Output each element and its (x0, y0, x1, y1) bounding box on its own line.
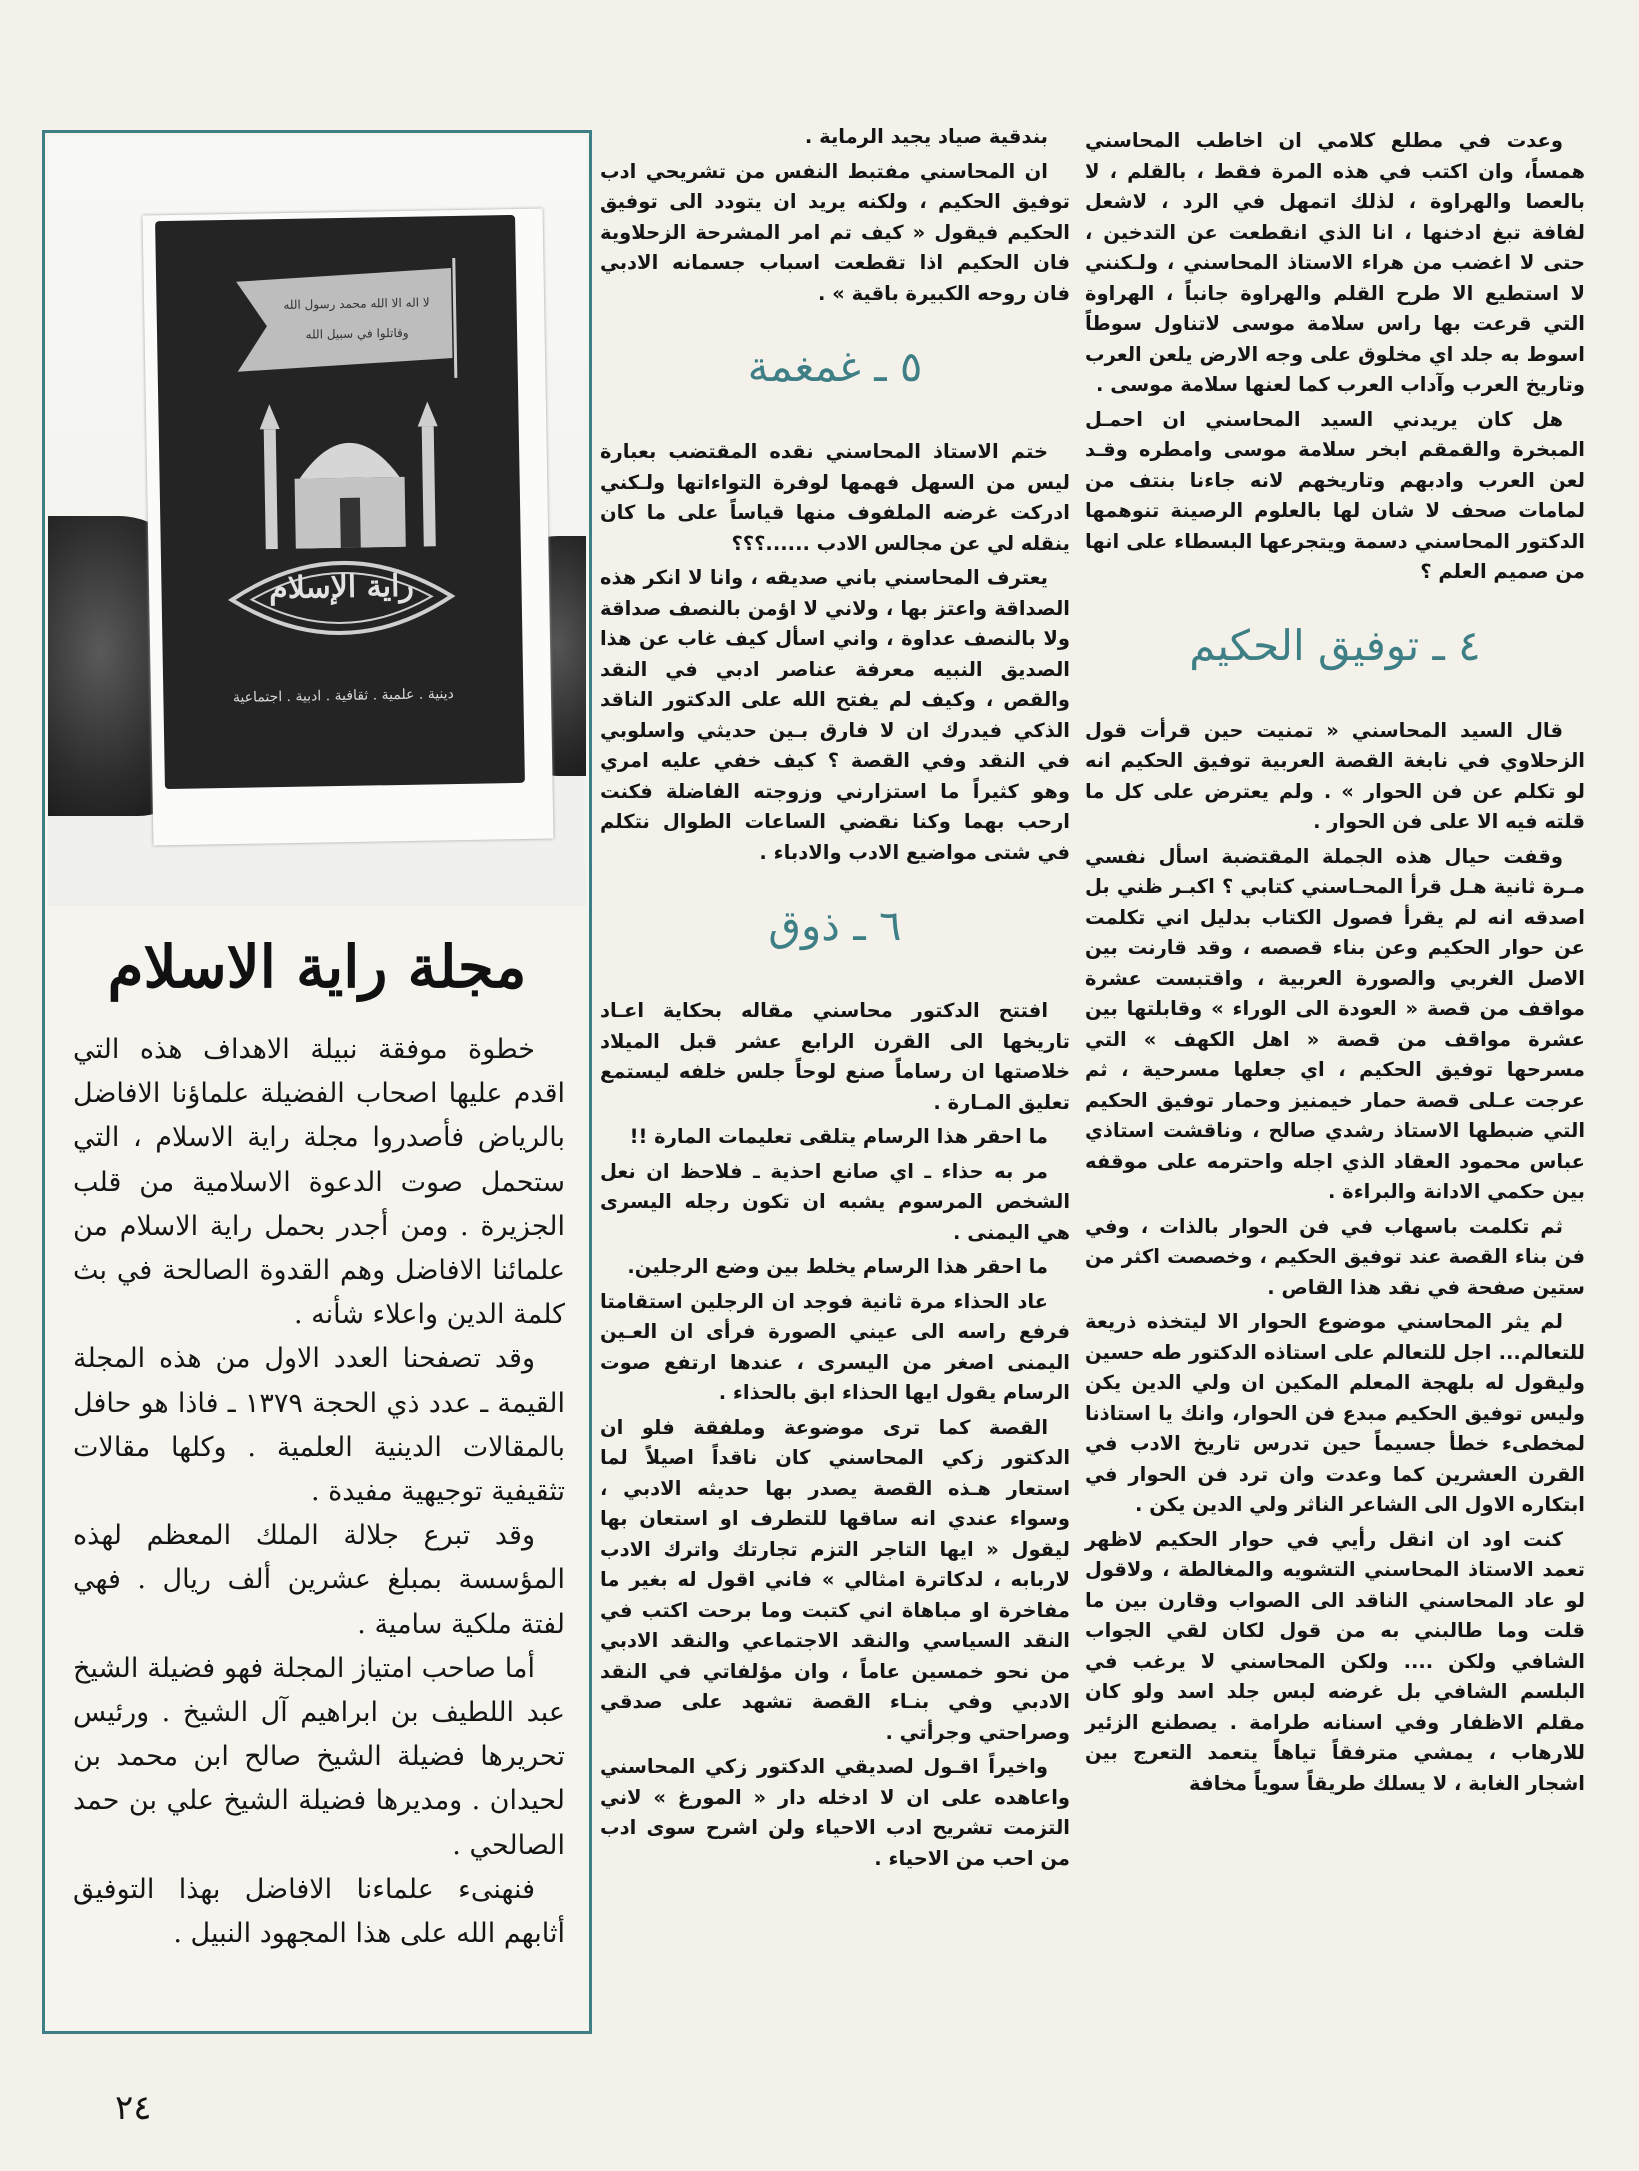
paragraph: وقد تصفحنا العدد الاول من هذه المجلة القيمة ـ عدد ذي الحجة ١٣٧٩ ـ فاذا هو حافل بالمقالات الدينية العلمية . وكلها مقالات تثقيفية توجيهية مفيدة . (73, 1343, 565, 1508)
paragraph: ما احقر هذا الرسام يتلقى تعليمات المارة !! (629, 1125, 1048, 1148)
section-heading-ghamghama: ٥ ـ غمغمة (747, 342, 923, 391)
paragraph: مر به حذاء ـ اي صانع احذية ـ فلاحظ ان نعل الشخص المرسوم يشبه ان تكون رجله اليسرى هي اليمنى . (600, 1159, 1070, 1244)
flag-banner-icon (226, 258, 468, 382)
page-number: ٢٤ (115, 2088, 152, 2128)
box-body (73, 1028, 565, 1956)
paragraph: ختم الاستاذ المحاسني نقده المقتضب بعبارة ليس من السهل فهمها لوفرة التواءاتها ولـكني ادركت غرضه الملفوف منها قياساً على ما كان ينقله لي عن مجالس الادب ......؟؟؟ (600, 440, 1070, 555)
paragraph: ثم تكلمت باسهاب في فن الحوار بالذات ، وفي فن بناء القصة عند توفيق الحكيم ، وخصصت اكثر من ستين صفحة في نقد هذا القاص . (1085, 1214, 1585, 1299)
cover-artwork (155, 215, 525, 789)
paragraph: وعدت في مطلع كلامي ان اخاطب المحاسني همساً، وان اكتب في هذه المرة فقط ، بالقلم ، لا بالعصا والهراوة ، لذلك اتمهل في الرد ، لاشعل لفافة تبغ ادخنها ، انا الذي انقطعت عن التدخين ، حتى لا اغضب من هراء الاستاذ المحاسني ، ولـكنني لا استطيع الا طرح القلم والهراوة جانباً ، الهراوة التي قرعت بها راس سلامة موسى لاتناول سوطاً اسوط به جلد اي مخلوق على وجه الارض يلعن العرب وتاريخ العرب وآداب العرب كما لعنها سلامة موسى . (1085, 129, 1585, 396)
banner-text-2: وقاتلوا في سبيل الله (305, 325, 409, 342)
article-column-middle (600, 122, 1070, 1878)
section-heading-tawfiq-al-hakim: ٤ ـ توفيق الحكيم (1189, 620, 1481, 670)
paragraph: ما احقر هذا الرسام يخلط بين وضع الرجلين. (627, 1255, 1048, 1278)
paragraph: لم يثر المحاسني موضوع الحوار الا ليتخذه ذريعة للتعالم... اجل للتعالم على استاذه الدكتور طه حسين وليقول له بلهجة المعلم المكين ان ولي الدين يكن وليس توفيق الحكيم مبدع فن الحوار، وانك يا استاذنا لمخطىء خطأ جسيماً حين تدرس تاريخ الادب في القرن العشرين كما وعدت وان ترد فن الحوار في ابتكاره الاول الى الشاعر الناثر ولي الدين يكن . (1085, 1310, 1585, 1516)
paragraph: عاد الحذاء مرة ثانية فوجد ان الرجلين استقامتا فرفع راسه الى عيني الصورة فرأى ان العـين اليمنى اصغر من اليسرى ، عندها ارتفع صوت الرسام يقول ايها الحذاء ابق بالحذاء . (600, 1289, 1070, 1404)
paragraph: وقد تبرع جلالة الملك المعظم لهذه المؤسسة بمبلغ عشرين ألف ريال . فهي لفتة ملكية سامية . (73, 1520, 565, 1640)
section-heading-dhawq: ٦ ـ ذوق (768, 901, 902, 950)
paragraph: فنهنىء علماءنا الافاضل بهذا التوفيق أثابهم الله على هذا المجهود النبيل . (73, 1873, 565, 1950)
paragraph: قال السيد المحاسني « تمنيت حين قرأت قول الزحلاوي في نابغة القصة العربية توفيق الحكيم انه لو تكلم عن فن الحوار » . ولم يعترض على كل ما قلته فيه الا على فن الحوار . (1085, 718, 1585, 833)
banner-text: لا اله الا الله محمد رسول الله (283, 295, 430, 312)
paragraph: أما صاحب امتياز المجلة فهو فضيلة الشيخ عبد اللطيف بن ابراهيم آل الشيخ . ورئيس تحريرها فضيلة الشيخ صالح ابن محمد بن لحيدان . ومديرها فضيلة الشيخ علي بن حمد الصالحي . (73, 1652, 565, 1861)
paragraph: ان المحاسني مفتبط النفس من تشريحي ادب توفيق الحكيم ، ولكنه يريد ان يتودد الى توفيق الحكيم فيقول « كيف تم امر المشرحة الزحلاوية فان الحكيم اذا تقطعت اسباب جسمانه الادبي فان روحه الكبيرة باقية » . (600, 159, 1070, 305)
paragraph: هل كان يريدني السيد المحاسني ان احمـل المبخرة والقمقم ابخر سلامة موسى وامطره وقـد لعن العرب وادبهم وتاريخهم لانه جاءنا بنتف من لمامات صحف لا شان لها بالعلوم الرصينة تنوهمها الدكتور المحاسني دسمة ويتجرعها البسطاء على انها من صميم العلم ؟ (1085, 407, 1585, 583)
cover-title: راية الإسلام (268, 568, 415, 607)
paragraph: افتتح الدكتور محاسني مقاله بحكاية اعـاد تاريخها الى القرن الرابع عشر قبل الميلاد خلاصتها ان رساماً صنع لوحاً جلس خلفه ليستمع تعليق المـارة . (600, 999, 1070, 1114)
paragraph: كنت اود ان انقل رأيي في حوار الحكيم لاظهر تعمد الاستاذ المحاسني التشويه والمغالطة ، ولاقول لو عاد المحاسني الناقد الى الصواب وقارن بين ما قلت وما طالبني به من قول لكان لقي الجواب الشافي ولكن .... ولكن المحاسني لا يرغب في البلسم الشافي بل غرضه لبس جلد اسد ولو كان مقلم الاظفار وفي اسنانه طرامة . يصطنع الزئير للارهاب ، يمشي مترفقاً تياهاً يتعمد التعرج بين اشجار الغابة ، لا يسلك طريقاً سوياً مخافة (1085, 1527, 1585, 1795)
paragraph: واخيراً اقـول لصديقي الدكتور زكي المحاسني واعاهده على ان لا ادخله دار « المورغ » لاني التزمت تشريح ادب الاحياء ولن اشرح سوى ادب من احب من الاحياء . (600, 1755, 1070, 1870)
paragraph: خطوة موفقة نبيلة الاهداف هذه التي اقدم عليها اصحاب الفضيلة علماؤنا الافاضل بالرياض فأصدروا مجلة راية الاسلام ، التي ستحمل صوت الدعوة الاسلامية من قلب الجزيرة . ومن أجدر بحمل راية الاسلام من علمائنا الافاضل وهم القدوة الصالحة في بث كلمة الدين واعلاء شأنه . (73, 1034, 565, 1331)
mosque-icon (253, 396, 446, 549)
cover-subtitle: دينية . علمية . ثقافية . ادبية . اجتماعية (232, 686, 454, 706)
box-title: مجلة راية الاسلام (107, 933, 527, 1001)
magazine-announcement-box (42, 130, 592, 2034)
paragraph: القصة كما ترى موضوعة وملفقة فلو ان الدكتور زكي المحاسني كان ناقداً اصيلاً لما استعار هـذه القصة يصدر بها حديثه الادبي ، وسواء عندي انه ساقها للتطرف او استعان بها ليقول « ايها التاجر التزم تجارتك واترك الادب لاربابه ، لدكاترة امثالي » فاني اقول له بغير ما مفاخرة او مباهاة اني كتبت وما برحت اكتب في النقد السياسي والنقد الاجتماعي والنقد الادبي من نحو خمسين عاماً ، وان مؤلفاتي في النقد الادبي وفي بنـاء القصة تشهد على صدقي وصراحتي وجرأتي . (600, 1415, 1070, 1744)
paragraph: وقفت حيال هذه الجملة المقتضبة اسأل نفسي مـرة ثانية هـل قرأ المحـاسني كتابي ؟ اكبـر ظني بل اصدقه انه لم يقرأ فصول الكتاب بدليل اني تكلمت عن حوار الحكيم وعن بناء قصصه ، وقد قارنت بين الاصل الغربي والصورة العربية ، واقتبست عشرة مواقف من قصة « العودة الى الوراء » وقابلتها بين عشرة مواقف من قصة « اهل الكهف » التي مسرحها توفيق الحكيم ، اي جعلها مسرحية ، ثم عرجت عـلى قصة حمار خيمنيز وحمار توفيق الحكيم التي ضبطها الاستاذ رشدي صالح ، وناقشت استاذي عباس محمود العقاد الذي اجله واحترمه على موقفه بين حكمي الادانة والبراءة . (1085, 844, 1585, 1203)
paragraph: بندقية صياد يجيد الرماية . (804, 125, 1048, 148)
article-column-right (1085, 126, 1585, 1803)
magazine-cover-photo (48, 136, 586, 906)
paragraph: يعترف المحاسني باني صديقه ، وانا لا انكر هذه الصداقة واعتز بها ، ولاني لا اؤمن بالنصف صداقة ولا بالنصف عداوة ، واني اسأل كيف غاب عن هذا الصديق النبيه معرفة عناصر ادبي في النقد والقص ، وكيف لم يفتح الله على الدكتور الناقد الذكي فيدرك ان لا فارق بـين حديثي واسلوبي في النقد وفي القصة ؟ كيف خفي عليه امري وهو كثيراً ما استزارني وزوجته الفاضلة فكنت ارحب بهما وكنا نقضي الساعات الطوال نتكلم في شتى مواضيع الادب والادباء . (600, 566, 1070, 864)
